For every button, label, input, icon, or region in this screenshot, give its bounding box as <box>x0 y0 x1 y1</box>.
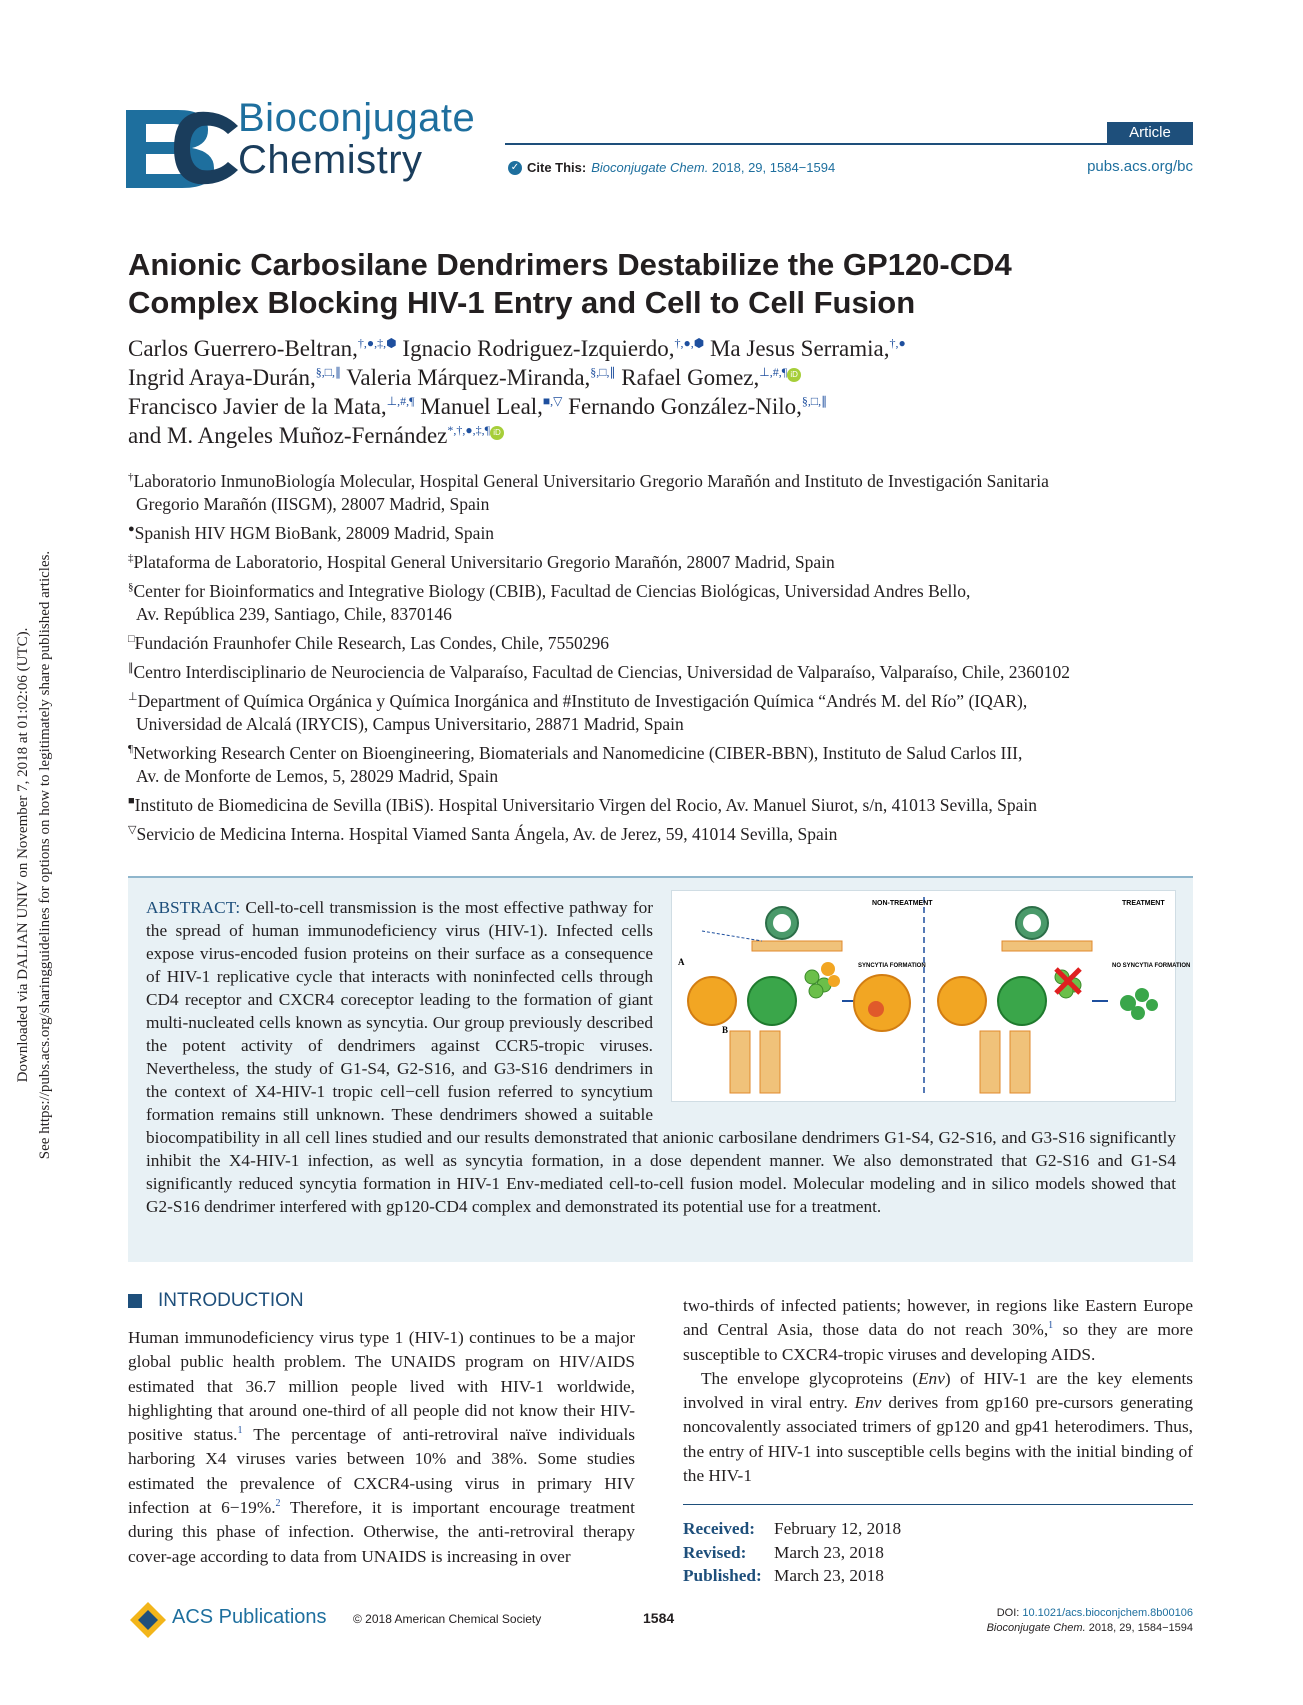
intro-text: ) of HIV-1 are the key elements involved in viral entry. <box>683 1368 1193 1413</box>
affiliation-mark: ● <box>128 523 135 535</box>
author-affil-marks: ⊥,#,¶ <box>386 394 415 408</box>
affiliation-mark: ⊥ <box>128 691 138 703</box>
affiliation-text-cont: Av. República 239, Santiago, Chile, 8370146 <box>136 604 452 624</box>
affiliation-mark: ‡ <box>128 552 134 564</box>
journal-ref-rest: 2018, 29, 1584−1594 <box>1085 1622 1193 1634</box>
noninfected-cell-icon <box>748 977 796 1025</box>
author-affil-marks: ■,▽ <box>542 394 563 408</box>
affiliation-text: Spanish HIV HGM BioBank, 28009 Madrid, Spain <box>134 523 495 543</box>
affiliation-mark: ∥ <box>128 662 134 674</box>
intro-paragraph <box>683 1294 1193 1367</box>
label-b: B <box>722 1025 729 1035</box>
intro-text: so they are more susceptible to CXCR4-tropic viruses and developing AIDS. <box>683 1320 1193 1364</box>
author-name[interactable]: Rafael Gomez, <box>621 365 760 390</box>
affiliation-text-cont: Gregorio Marañón (IISGM), 28007 Madrid, Spain <box>136 494 490 514</box>
page-footer <box>128 1600 1193 1650</box>
journal-name-line-2: Chemistry <box>238 138 423 182</box>
affiliation-text: Instituto de Biomedicina de Sevilla (IBiS). Hospital Universitario Virgen del Rocio, Av. Manuel Siurot, s/n, 41013 Sevilla, Spain <box>134 795 1038 815</box>
intro-text: derives from gp160 pre-cursors generating noncovalently associated trimers of gp120 and gp41 heterodimers. Thus, the entry of HIV-1 into susceptible cells begins with the initial binding of the HIV-1 <box>683 1393 1193 1486</box>
orcid-icon[interactable]: iD <box>490 426 504 440</box>
affiliation-text: Center for Bioinformatics and Integrative Biology (CBIB), Facultad de Ciencias Biológicas, Universidad Andres Bello, <box>133 581 971 601</box>
intro-left-column <box>128 1326 635 1569</box>
date-row <box>683 1564 901 1588</box>
section-marker-icon <box>128 1294 142 1308</box>
author-name[interactable]: Ma Jesus Serramia, <box>709 336 890 361</box>
affiliation-text: Plataforma de Laboratorio, Hospital General Universitario Gregorio Marañón, 28007 Madrid, Spain <box>133 552 835 572</box>
date-value: February 12, 2018 <box>774 1519 902 1538</box>
syncytia-label: SYNCYTIA FORMATION <box>858 963 926 969</box>
cite-rest: 2018, 29, 1584−1594 <box>708 160 836 175</box>
author-line <box>128 392 1188 421</box>
author-affil-marks: §,□,∥ <box>801 394 828 408</box>
acs-logo-icon <box>128 1600 168 1640</box>
watermark-line-2: See https://pubs.acs.org/sharingguidelines for options on how to legitimately share published articles. <box>37 550 53 1160</box>
toc-graphic-image <box>672 891 1191 1103</box>
affiliation-list <box>128 470 1193 852</box>
intro-paragraph <box>683 1367 1193 1488</box>
author-affil-marks: §,□,∥ <box>590 365 616 379</box>
date-row <box>683 1517 901 1541</box>
date-label: Revised: <box>683 1542 747 1562</box>
author-name[interactable]: Francisco Javier de la Mata, <box>128 394 387 419</box>
journal-name-line-1: Bioconjugate <box>238 96 476 140</box>
dates-rule <box>683 1504 1193 1505</box>
affiliation <box>128 794 1193 817</box>
header-rule <box>505 143 1193 145</box>
cite-this[interactable] <box>508 160 835 175</box>
page-number: 1584 <box>643 1610 675 1626</box>
affiliation-text: Laboratorio InmunoBiología Molecular, Hospital General Universitario Gregorio Marañón and Instituto de Investigación Sanitaria <box>133 471 1049 491</box>
doi-line <box>987 1606 1193 1621</box>
affiliation-text-cont: Av. de Monforte de Lemos, 5, 28029 Madrid, Spain <box>136 766 499 786</box>
article-title <box>128 246 1128 322</box>
cite-journal: Bioconjugate Chem. <box>591 160 709 175</box>
doi-link[interactable]: 10.1021/acs.bioconjchem.8b00106 <box>1022 1607 1193 1619</box>
date-row <box>683 1541 901 1565</box>
author-affil-marks: †,●,‡,⬢ <box>357 336 397 350</box>
author-affil-marks: †,●,⬢ <box>674 336 705 350</box>
author-name[interactable]: Manuel Leal, <box>420 394 543 419</box>
journal-ref: Bioconjugate Chem. <box>986 1622 1086 1634</box>
journal-url-link[interactable]: pubs.acs.org/bc <box>1087 158 1193 175</box>
affiliation <box>128 470 1193 516</box>
affiliation <box>128 742 1193 788</box>
date-value: March 23, 2018 <box>774 1566 884 1585</box>
abstract-label: ABSTRACT: <box>146 898 241 917</box>
abstract-box <box>128 876 1193 1262</box>
cite-reference[interactable] <box>591 160 835 175</box>
author-name[interactable]: Fernando González-Nilo, <box>568 394 802 419</box>
intro-text: Therefore, it is important encourage treatment during this phase of infection. Otherwise, the anti-retroviral therapy cover-age according to data from UNAIDS is increasing in over <box>128 1498 635 1566</box>
reference-link[interactable]: 1 <box>237 1425 243 1437</box>
intro-text: The percentage of anti-retroviral naïve individuals harboring X4 viruses varies between 10% and 38%. Some studies estimated the prevalence of CXCR4-using virus in primary HIV infection at 6−19%. <box>128 1425 635 1518</box>
author-name[interactable]: Valeria Márquez-Miranda, <box>346 365 591 390</box>
affiliation-mark: ▽ <box>128 824 137 836</box>
infected-cell-icon <box>688 977 736 1025</box>
doi-block <box>987 1606 1193 1636</box>
affiliation-text: Fundación Fraunhofer Chile Research, Las Condes, Chile, 7550296 <box>134 633 610 653</box>
reference-link[interactable]: 2 <box>275 1498 281 1510</box>
affiliation-text: Department of Química Orgánica y Química Inorgánica and #Instituto de Investigación Química “Andrés M. del Río” (IQAR), <box>137 691 1028 711</box>
affiliation-mark: ¶ <box>128 743 133 755</box>
syncytia-cell-icon <box>854 975 910 1031</box>
publisher-name: ACS Publications <box>172 1606 327 1628</box>
intro-text: The envelope glycoproteins ( <box>701 1368 918 1388</box>
publication-dates <box>683 1517 901 1588</box>
affiliation <box>128 823 1193 846</box>
affiliation-mark: † <box>128 471 134 483</box>
affiliation <box>128 690 1193 736</box>
author-affil-marks: §,□,∥ <box>315 365 342 379</box>
affiliation <box>128 551 1193 574</box>
introduction-heading <box>128 1290 304 1312</box>
no-syncytia-label: NO SYNCYTIA FORMATION <box>1112 963 1191 969</box>
introduction-heading-text: INTRODUCTION <box>158 1290 304 1311</box>
check-icon: ✓ <box>508 161 522 175</box>
author-name[interactable]: Carlos Guerrero-Beltran, <box>128 336 358 361</box>
date-label: Received: <box>683 1519 755 1538</box>
author-line <box>128 363 1188 392</box>
affiliation-text: Networking Research Center on Bioengineering, Biomaterials and Nanomedicine (CIBER-BBN), Instituto de Salud Carlos III, <box>132 743 1023 763</box>
date-value: March 23, 2018 <box>774 1542 884 1562</box>
article-type-badge: Article <box>1107 122 1193 144</box>
author-name[interactable]: Ingrid Araya-Durán, <box>128 365 316 390</box>
author-affil-marks: †,● <box>889 336 906 350</box>
orcid-icon[interactable]: iD <box>787 368 801 382</box>
author-line <box>128 334 1188 363</box>
author-line <box>128 421 1188 450</box>
affiliation <box>128 580 1193 626</box>
journal-ref-line <box>987 1621 1193 1636</box>
cite-label: Cite This: <box>527 160 587 175</box>
author-name[interactable]: and M. Angeles Muñoz-Fernández <box>128 423 448 448</box>
watermark-line-1: Downloaded via DALIAN UNIV on November 7, 2018 at 01:02:06 (UTC). <box>15 627 31 1083</box>
copyright: © 2018 American Chemical Society <box>353 1612 542 1626</box>
treatment-label: TREATMENT <box>1122 900 1165 907</box>
author-affil-marks: *,†,●,‡,¶ <box>447 423 491 437</box>
intro-right-column <box>683 1294 1193 1488</box>
affiliation-mark: □ <box>128 633 135 645</box>
reference-link[interactable]: 1 <box>1048 1320 1054 1332</box>
download-watermark <box>12 505 68 1205</box>
label-a: A <box>678 957 685 967</box>
affiliation-text: Servicio de Medicina Interna. Hospital Viamed Santa Ángela, Av. de Jerez, 59, 41014 Sevilla, Spain <box>136 824 838 844</box>
journal-name <box>238 98 475 182</box>
toc-graphic[interactable] <box>671 890 1191 1102</box>
affiliation-mark: ■ <box>128 795 135 807</box>
affiliation <box>128 661 1193 684</box>
author-list <box>128 334 1188 450</box>
doi-label: DOI: <box>996 1607 1023 1619</box>
intro-italic: Env <box>918 1368 945 1388</box>
author-name[interactable]: Ignacio Rodriguez-Izquierdo, <box>402 336 675 361</box>
title-line-1: Anionic Carbosilane Dendrimers Destabilize the GP120-CD4 <box>128 247 1012 282</box>
affiliation <box>128 632 1193 655</box>
non-treatment-label: NON-TREATMENT <box>872 900 933 907</box>
affiliation-mark: § <box>128 581 134 593</box>
author-affil-marks: ⊥,#,¶ <box>759 365 788 379</box>
affiliation <box>128 522 1193 545</box>
intro-italic: Env <box>854 1393 882 1413</box>
date-label: Published: <box>683 1566 762 1585</box>
intro-text: Human immunodeficiency virus type 1 (HIV-1) continues to be a major global public health problem. The UNAIDS program on HIV/AIDS estimated that 36.7 million people lived with HIV-1 worldwide, highlighting that around one-third of all people did not know their HIV-positive status. <box>128 1328 635 1445</box>
intro-text: two-thirds of infected patients; however, in regions like Eastern Europe and Central Asia, those data do not reach 30%, <box>683 1296 1193 1340</box>
title-line-2: Complex Blocking HIV-1 Entry and Cell to Cell Fusion <box>128 285 916 320</box>
abstract-body: Cell-to-cell transmission is the most effective pathway for the spread of human immunodeficiency virus (HIV-1). Infected cells expose virus-encoded fusion proteins on their surface as a consequence of HIV-1 replicative cycle that interacts with noninfected cells through CD4 receptor and CXCR4 coreceptor leading to the formation of giant multi-nucleated cells known as syncytia. Our group previously described the potent activity of dendrimers against CCR5-tropic viruses. Nevertheless, the study of G1-S4, G2-S16, and G3-S16 dendrimers in the context of X4-HIV-1 tropic cell−cell fusion referred to syncytium formation remains still unknown. These dendrimers showed a suitable biocompatibility in all cell lines studied and our results demonstrated that anionic carbosilane dendrimers G1-S4, G2-S16, and G3-S16 significantly inhibit the X4-HIV-1 infection, as well as syncytia formation, in a dose dependent manner. We also demonstrated that G2-S16 and G1-S4 significantly reduced syncytia formation in HIV-1 Env-mediated cell-to-cell fusion model. Molecular modeling and in silico models showed that G2-S16 dendrimer interfered with gp120-CD4 complex and demonstrated its potential use for a treatment. <box>146 898 1176 1216</box>
abstract-text <box>146 896 1191 1218</box>
affiliation-text-cont: Universidad de Alcalá (IRYCIS), Campus Universitario, 28871 Madrid, Spain <box>136 714 684 734</box>
affiliation-text: Centro Interdisciplinario de Neurociencia de Valparaíso, Facultad de Ciencias, Universidad de Valparaíso, Valparaíso, Chile, 2360102 <box>133 662 1070 682</box>
virus-icon <box>766 907 798 939</box>
